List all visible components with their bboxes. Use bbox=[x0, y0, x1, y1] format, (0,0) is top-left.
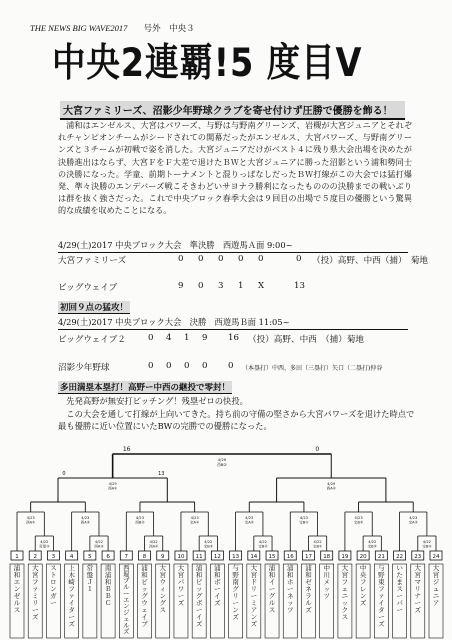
group-label: 西A② bbox=[80, 520, 90, 525]
inning-score: 4 bbox=[166, 333, 172, 343]
round1-label: 4/22 bbox=[94, 540, 104, 544]
final-label: 4/29 bbox=[217, 457, 227, 462]
seed-number: 18 bbox=[323, 554, 331, 560]
group-label: 宝B① bbox=[299, 520, 309, 525]
round1-label: 4/22 bbox=[368, 540, 377, 544]
seed-number: 4 bbox=[69, 554, 74, 560]
semifinal-label: 4/29 bbox=[327, 482, 336, 486]
team-name: 西堀ブルーエンジェルズ bbox=[123, 565, 130, 636]
team-name: 大宮ファミリーズ bbox=[31, 564, 39, 621]
seed-number: 24 bbox=[432, 554, 440, 560]
team-name: 浦和ボーイズ bbox=[214, 564, 221, 607]
team-name: 浦和ビッグボーイズ bbox=[195, 564, 203, 628]
team-name: 常盤Ｊ１ bbox=[86, 564, 94, 593]
batting-note: （本塁打）中西、多田（三塁打）矢口（二塁打)仲谷 bbox=[242, 365, 383, 372]
article-paragraph: 浦和はエンゼルス、大宮はパワーズ、与野は与野南グリーンズ、岩槻が大宮ジュニアとそれぞれチャンピオンチームがシードされての開幕だったがエンゼルス、大宮パワーズ、与野南グリーンズと３チームが初戦で姿を消した。大宮ジュニアだけがベスト４に残り県大会出場を決めたが決勝進出はならず、大宮ＦをＦ大差で退けたＢＷと大宮ジュニアに勝った沼影という浦和勢同士の決勝になった。学童、前期トーナメントと混りっぱなしだったＢＷ打線がこの大会では猛打爆発、準々決勝のエンデバーズ戦こそきわどいサヨナラ勝利になったもののの決勝までの戦いぶりは群を抜く強さだった。これで中央ブロック春季大会は９回目の出場で５度目の優勝という驚異的な成績を収めたことになる。 bbox=[58, 120, 412, 216]
masthead-issue: 号外 中央３ bbox=[143, 23, 195, 33]
inning-score: 1 bbox=[238, 281, 244, 291]
total-score: 16 bbox=[228, 333, 239, 343]
inning-score: 0 bbox=[178, 254, 184, 264]
seed-number: 13 bbox=[232, 554, 240, 560]
round1-label: 西A③ bbox=[94, 544, 104, 549]
masthead bbox=[30, 22, 195, 34]
seed-number: 3 bbox=[51, 554, 56, 560]
team-name: 浦和ビッグウェイブ bbox=[141, 564, 148, 628]
inning-score: 0 bbox=[202, 361, 208, 371]
team-name: 浦和ホーネッツ bbox=[287, 564, 294, 614]
team-name: 大宮パワーズ bbox=[177, 564, 185, 607]
group-label: 西B② bbox=[135, 520, 145, 525]
inning-score: 1 bbox=[184, 333, 190, 343]
seed-number: 20 bbox=[359, 554, 367, 560]
round1-label: 4/22 bbox=[149, 540, 158, 544]
inning-score: 0 bbox=[198, 281, 204, 291]
seed-number: 2 bbox=[33, 554, 37, 560]
team-name: 大宮ドリーミアンズ bbox=[250, 564, 258, 628]
game2-row-2 bbox=[58, 361, 418, 375]
article-body bbox=[58, 119, 412, 217]
team-name: ビッグウェイブ２ bbox=[58, 335, 126, 345]
battery: （投）高野、中西 （捕）菊地 bbox=[248, 335, 365, 345]
team-name: 浦和ゼネラルズ bbox=[305, 564, 312, 614]
seed-number: 21 bbox=[377, 554, 385, 560]
total-score: 0 bbox=[228, 361, 234, 371]
round1-label: 4/22 bbox=[258, 540, 267, 544]
highlight-label-2: 多田満塁本塁打！高野ー中西の継投で零封！ bbox=[60, 383, 231, 393]
round1-label: 宝B③ bbox=[203, 544, 213, 549]
team-name: 大宮ウィングス bbox=[159, 564, 166, 614]
final-score: 16 bbox=[122, 446, 131, 453]
group-label: 宝B② bbox=[353, 520, 364, 525]
seed-number: 9 bbox=[160, 554, 165, 560]
team-name: 与野南グリーンズ bbox=[232, 564, 239, 621]
round1-label: 宮原③ bbox=[39, 544, 50, 549]
closing-paragraph-1: 先発高野が無安打ピッチング！残塁ゼロの快投。 bbox=[66, 396, 248, 406]
team-name: 中川メッツ bbox=[323, 564, 330, 600]
group-label: 西A① bbox=[26, 520, 36, 525]
team-name: 与野東ファイターズ bbox=[378, 564, 385, 628]
inning-score: 0 bbox=[184, 361, 190, 371]
team-name: 上木崎ファイターズ bbox=[68, 564, 75, 628]
seed-number: 10 bbox=[177, 554, 185, 560]
team-name: いたまスーパー bbox=[396, 564, 403, 614]
round1-label: 宝B② bbox=[258, 544, 268, 549]
game2-row-1 bbox=[58, 333, 418, 347]
inning-score: 9 bbox=[202, 333, 208, 343]
team-name: 大宮ジュニア bbox=[432, 564, 440, 607]
seed-number: 11 bbox=[195, 554, 203, 560]
round1-label: 宝B① bbox=[312, 544, 323, 549]
game2-title: 4/29(土)2017 中央ブロック大会 決勝 西遊馬Ｂ面 11:05~ bbox=[58, 316, 408, 330]
masthead-paper: THE NEWS BIG WAVE2017 bbox=[30, 23, 128, 33]
inning-score: 0 bbox=[166, 361, 172, 371]
round1-label: 4/22 bbox=[40, 540, 49, 544]
highlight-label-1: 初回９点の猛攻！ bbox=[60, 303, 129, 313]
team-name: 浦和エンゼルス bbox=[13, 564, 21, 614]
team-name: 南浦和ＢＢＣ bbox=[104, 564, 112, 607]
subhead: 大宮ファミリーズ、沼影少年野球クラブを寄せ付けず圧勝で優勝を飾る！ bbox=[60, 101, 405, 120]
team-name: ストロンガー bbox=[50, 564, 57, 607]
inning-score: 0 bbox=[218, 254, 224, 264]
closing-paragraph-2: この大会を通して打線が上向いてきた。持ち前の守備の堅さから大宮パワーズを退けた時点で最も優勝に近い位置にいたBWの完勝での優勝になった。 bbox=[58, 408, 415, 432]
inning-score: X bbox=[258, 281, 265, 291]
total-score: 13 bbox=[294, 281, 305, 291]
group-label: 宝A② bbox=[408, 520, 418, 525]
inning-score: 0 bbox=[148, 333, 154, 343]
round1-label: 西A② bbox=[148, 544, 159, 549]
seed-number: 5 bbox=[88, 554, 92, 560]
final-score: 0 bbox=[315, 446, 320, 453]
seed-number: 16 bbox=[286, 554, 294, 560]
team-name: 中央フレンズ bbox=[359, 564, 367, 607]
seed-number: 19 bbox=[341, 554, 349, 560]
team-name: 浦和イーグルス bbox=[268, 564, 276, 614]
group-label: 4/23 bbox=[135, 516, 145, 520]
battery: （投）高野、中西（捕） 菊地 bbox=[312, 256, 429, 266]
group-label: 4/23 bbox=[354, 516, 363, 520]
group-label: 4/23 bbox=[190, 516, 199, 520]
inning-score: 0 bbox=[238, 254, 244, 264]
team-name: 大宮マリナーズ bbox=[414, 564, 422, 614]
semifinal-label: 西A② bbox=[326, 486, 336, 491]
closing-text bbox=[58, 395, 418, 433]
team-name: 大宮フェニックス bbox=[341, 564, 349, 621]
team-name: ビッグウェイブ bbox=[58, 283, 118, 293]
seed-number: 1 bbox=[15, 554, 19, 560]
seed-number: 6 bbox=[106, 554, 110, 560]
group-label: 4/23 bbox=[81, 516, 90, 520]
round1-label: 4/22 bbox=[422, 540, 431, 544]
round1-label: 4/22 bbox=[204, 540, 213, 544]
seed-number: 8 bbox=[142, 554, 147, 560]
game1-row-1 bbox=[58, 254, 429, 268]
total-score: 0 bbox=[296, 254, 302, 264]
group-label: 宝A② bbox=[244, 520, 254, 525]
round1-label: 4/22 bbox=[313, 540, 322, 544]
seed-number: 12 bbox=[213, 554, 221, 560]
seed-number: 15 bbox=[268, 554, 276, 560]
team-name: 大宮ファミリーズ bbox=[58, 256, 127, 266]
seed-number: 23 bbox=[414, 554, 422, 560]
headline: 中央2連覇!5 度目V bbox=[52, 41, 363, 86]
game1-title: 4/29(土)2017 中央ブロック大会 準決勝 西遊馬Ａ面 9:00~ bbox=[58, 239, 408, 253]
round1-label: 宝B② bbox=[367, 544, 377, 549]
team-name: 沼影少年野球 bbox=[58, 363, 110, 373]
final-label: 西B② bbox=[217, 461, 227, 467]
group-label: 4/23 bbox=[26, 516, 35, 520]
group-label: 宝A① bbox=[189, 520, 200, 525]
group-label: 4/23 bbox=[245, 516, 254, 520]
seed-number: 17 bbox=[304, 554, 312, 560]
semifinal-score: 13 bbox=[158, 471, 165, 477]
inning-score: 0 bbox=[198, 254, 204, 264]
inning-score: 0 bbox=[148, 361, 154, 371]
seed-number: 7 bbox=[124, 554, 129, 560]
inning-score: 3 bbox=[218, 281, 224, 291]
game1-row-2 bbox=[58, 281, 418, 295]
group-label: 4/23 bbox=[409, 516, 418, 520]
bracket-drawing bbox=[0, 438, 452, 640]
seed-number: 22 bbox=[396, 554, 404, 560]
round1-label: 宝B③ bbox=[422, 544, 432, 549]
semifinal-score: 0 bbox=[62, 471, 66, 477]
tournament-bracket bbox=[0, 438, 452, 640]
group-label: 4/23 bbox=[299, 516, 308, 520]
semifinal-label: 西A① bbox=[108, 486, 118, 491]
inning-score: 0 bbox=[258, 254, 264, 264]
semifinal-label: 4/29 bbox=[108, 482, 117, 486]
inning-score: 9 bbox=[178, 281, 184, 291]
seed-number: 14 bbox=[250, 554, 258, 560]
